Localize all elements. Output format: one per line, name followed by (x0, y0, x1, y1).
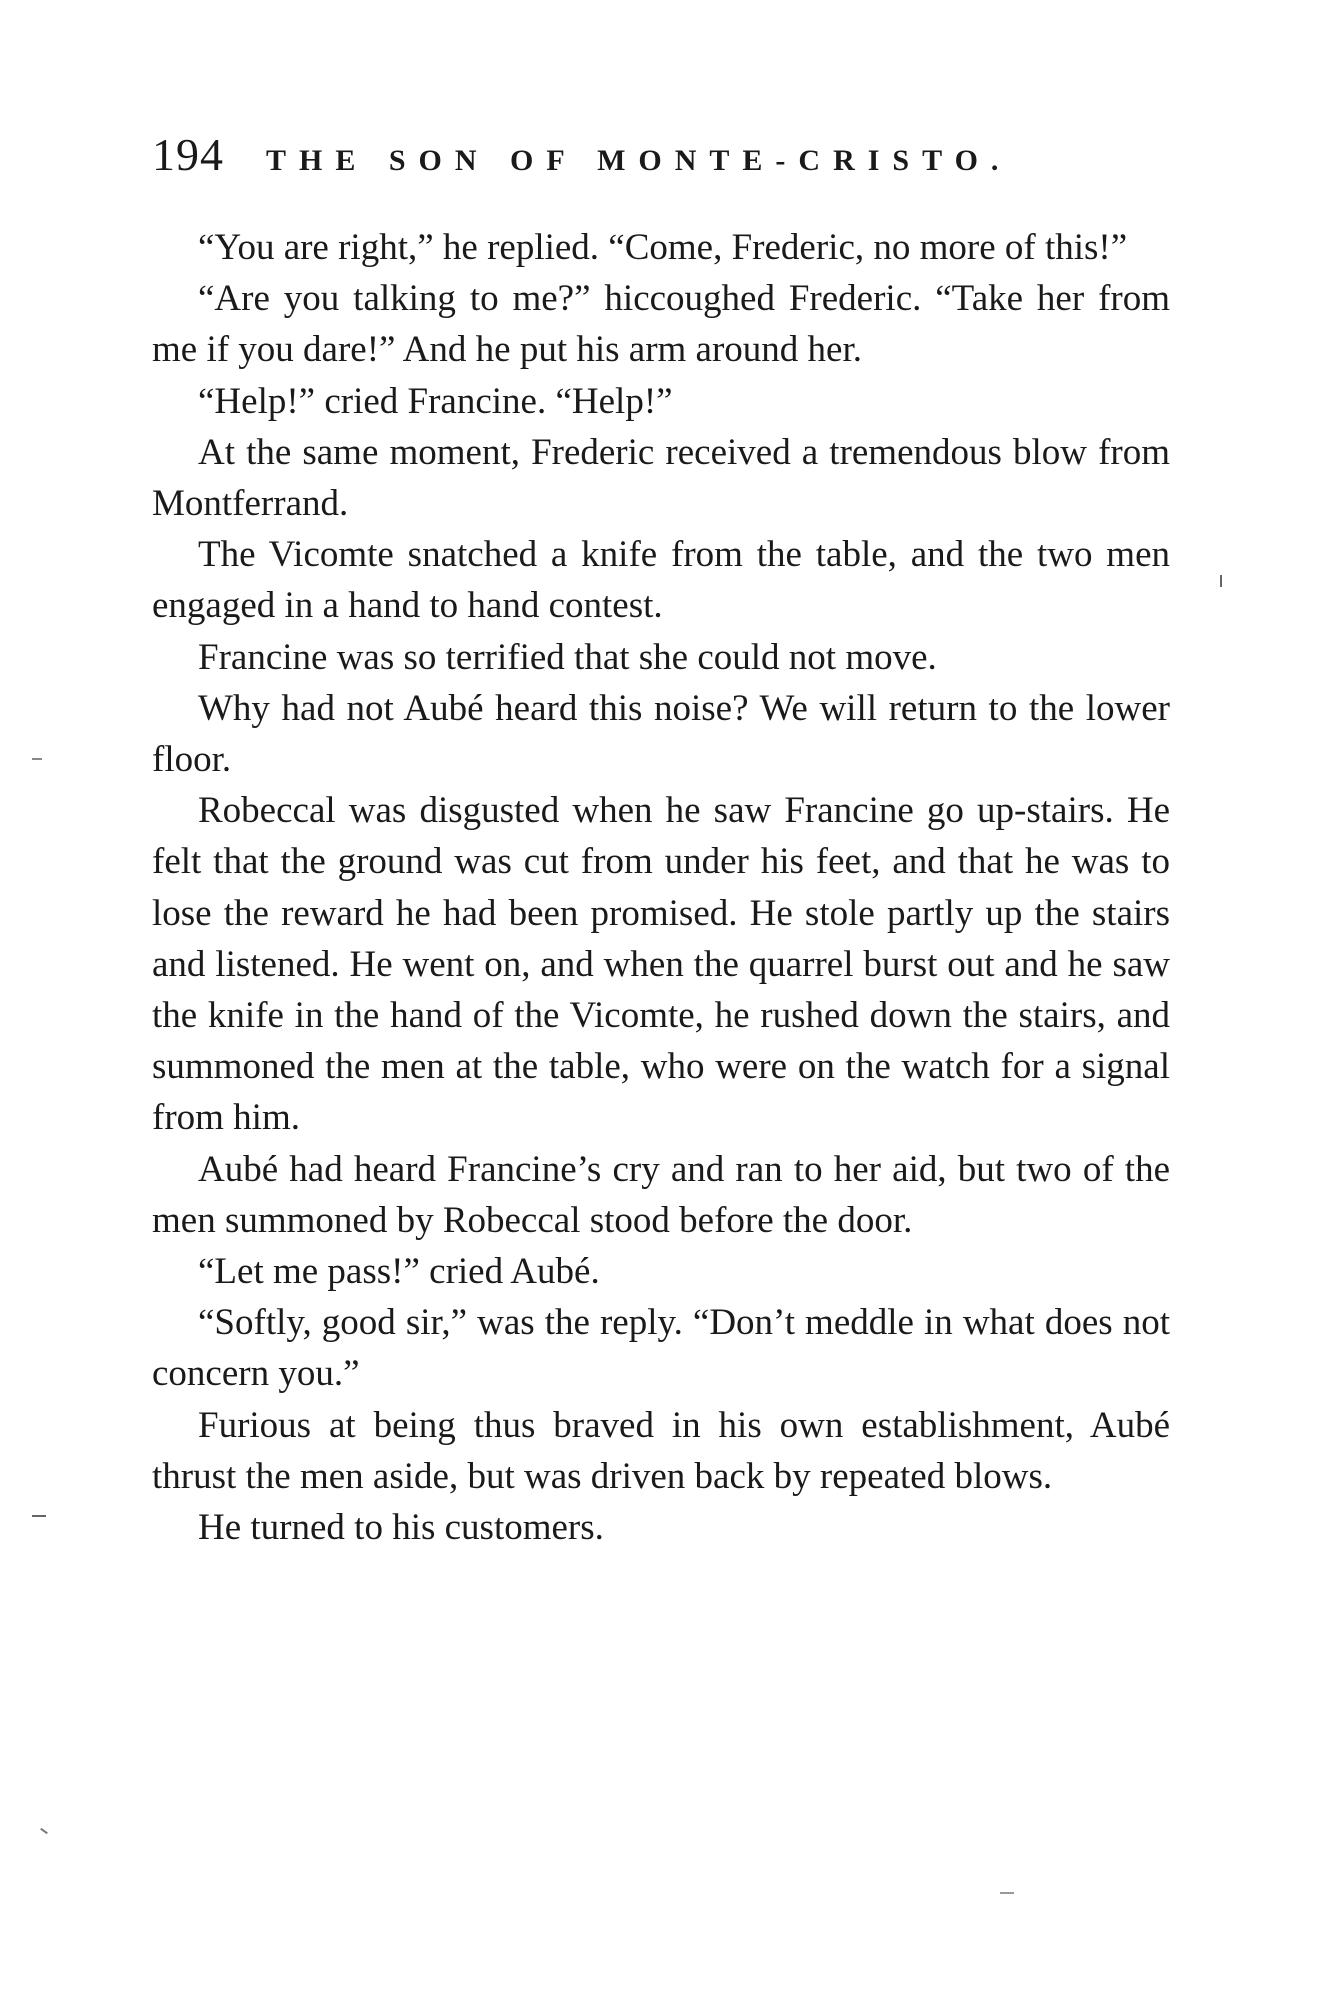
paragraph-6: Francine was so terrified that she could not move. (198, 636, 937, 678)
paragraph-11: “Softly, good sir,” was the reply. “Don’t meddle in what does not concern you.” (152, 1302, 1170, 1395)
paragraph-12: Furious at being thus braved in his own establishment, Aubé thrust the men aside, but was driven back by repeated blows. (152, 1404, 1170, 1497)
paragraph-10: “Let me pass!” cried Aubé. (198, 1251, 600, 1293)
scan-speck (1220, 575, 1222, 587)
paragraph-5: The Vicomte snatched a knife from the table, and the two men engaged in a hand to hand contest. (152, 534, 1170, 627)
scan-speck (32, 1515, 46, 1517)
scan-speck (32, 758, 42, 760)
paragraph-7: Why had not Aubé heard this noise? We will return to the lower floor. (152, 687, 1170, 781)
scan-speck (40, 1828, 48, 1834)
scan-speck (1000, 1892, 1014, 1894)
paragraph-1: “You are right,” he replied. “Come, Frederic, no more of this!” (198, 227, 1128, 268)
paragraph-13: He turned to his customers. (198, 1507, 604, 1549)
page-number: 194 (152, 129, 224, 180)
body-text (152, 222, 1170, 1553)
paragraph-3: “Help!” cried Francine. “Help!” (198, 380, 673, 422)
paragraph-9: Aubé had heard Francine’s cry and ran to her aid, but two of the men summoned by Robeccal stood before the door. (152, 1148, 1170, 1241)
paragraph-2: “Are you talking to me?” hiccoughed Frederic. “Take her from me if you dare!” And he put his arm around her. (152, 278, 1170, 371)
paragraph-4: At the same moment, Frederic received a tremendous blow from Montferrand. (152, 431, 1170, 525)
running-title: THE SON OF MONTE-CRISTO. (266, 144, 1012, 177)
page-header (152, 128, 1152, 188)
paragraph-8: Robeccal was disgusted when he saw Francine go up-stairs. He felt that the ground was cut from under his feet, and that he was to lose the reward he had been promised. He stole partly up the stairs and listened. He went on, and when the quarrel burst out and he saw the knife in the hand of the Vicomte, he rushed down the stairs, and summoned the men at the table, who were on the watch for a signal from him. (152, 790, 1170, 1139)
